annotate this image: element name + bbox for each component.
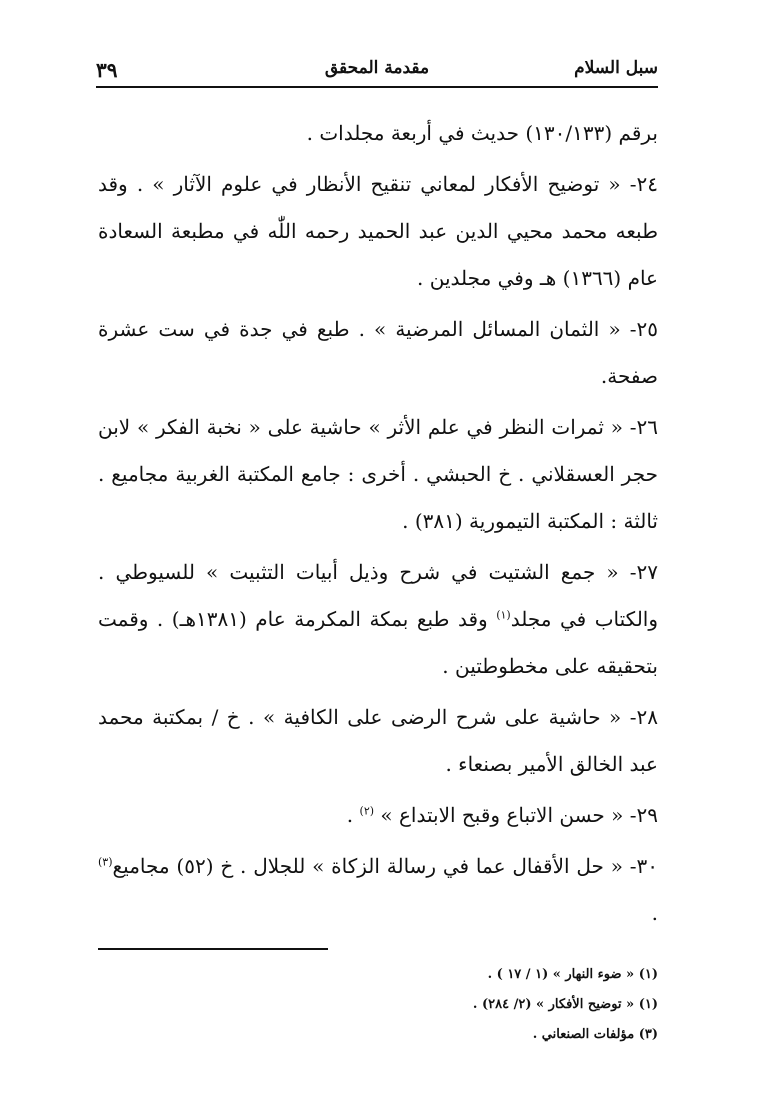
footnote-ref-2: (٢): [359, 804, 375, 818]
paragraph-item-27: [98, 549, 658, 690]
item-29-text-a: ٢٩- « حسن الاتباع وقبح الابتداع »: [374, 803, 658, 827]
paragraph-item-30: [98, 843, 658, 937]
item-27-text-b: وقد طبع بمكة المكرمة عام (١٣٨١هـ) . وقمت بتحقيقه على مخطوطتين .: [98, 607, 658, 678]
footnotes: [98, 960, 658, 1050]
footnote-ref-3: (٣): [98, 855, 113, 869]
page-number: ٣٩: [96, 58, 118, 82]
item-27-text-a: ٢٧- « جمع الشتيت في شرح وذيل أبيات التثبيت » للسيوطي . والكتاب في مجلد: [98, 560, 659, 631]
footnote-divider: [98, 948, 328, 950]
paragraph-item-24: ٢٤- « توضيح الأفكار لمعاني تنقيح الأنظار في علوم الآثار » . وقد طبعه محمد محيي الدين عبد الحميد رحمه اللّٰه في مطبعة السعادة عام (١٣٦٦) هـ وفي مجلدين .: [98, 172, 658, 290]
book-title: سبل السلام: [574, 58, 658, 78]
item-30-text-a: ٣٠- « حل الأقفال عما في رسالة الزكاة » للجلال . خ (٥٢) مجاميع: [112, 854, 658, 878]
item-30-text-b: .: [651, 901, 658, 925]
paragraph-item-26: ٢٦- « ثمرات النظر في علم الأثر » حاشية على « نخبة الفكر » لابن حجر العسقلاني . خ الحبشي . أخرى : جامع المكتبة الغربية مجاميع . ثالثة : المكتبة التيمورية (٣٨١) .: [98, 415, 658, 533]
item-29-text-b: .: [346, 803, 360, 827]
footnote-3: (٣) مؤلفات الصنعاني .: [532, 1027, 658, 1042]
paragraph-item-28: ٢٨- « حاشية على شرح الرضى على الكافية » . خ / بمكتبة محمد عبد الخالق الأمير بصنعاء .: [98, 705, 658, 776]
paragraph-item-25: ٢٥- « الثمان المسائل المرضية » . طبع في جدة في ست عشرة صفحة.: [98, 317, 658, 388]
main-text: [98, 110, 658, 941]
section-title: مقدمة المحقق: [324, 58, 430, 78]
footnote-1: (١) « ضوء النهار » (١ / ١٧ ) .: [487, 967, 658, 982]
footnote-ref-1: (١): [496, 608, 511, 622]
paragraph-0: برقم (١٣٠/١٣٣) حديث في أربعة مجلدات .: [306, 121, 658, 145]
running-header: [96, 50, 658, 88]
footnote-2: (١) « توضيح الأفكار » (٢/ ٢٨٤) .: [472, 997, 658, 1012]
paragraph-item-29: [98, 792, 658, 839]
